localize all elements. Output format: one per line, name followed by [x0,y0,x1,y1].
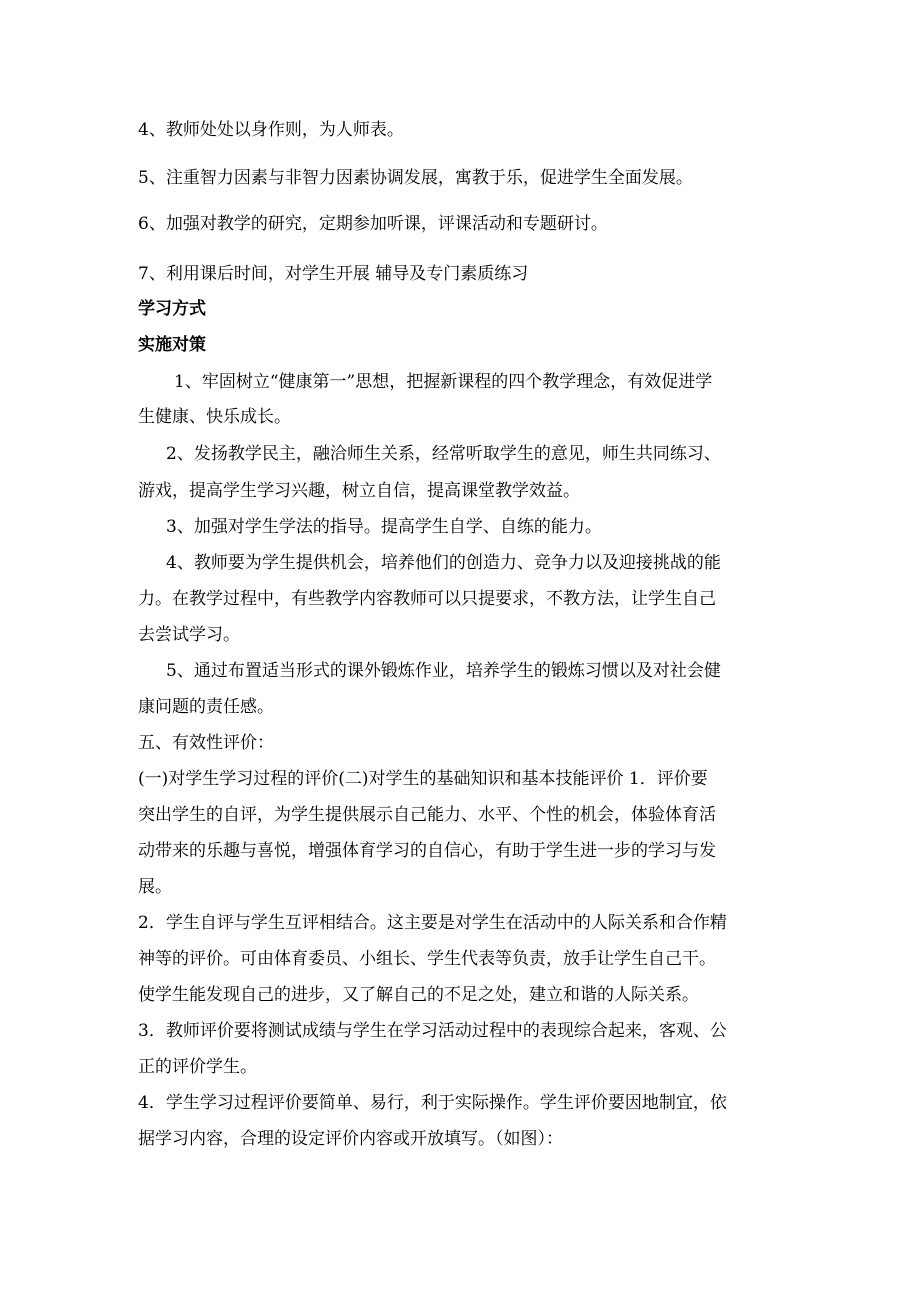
measure-1-line-1: 1、牢固树立“健康第一”思想，把握新课程的四个教学理念，有效促进学 [174,372,713,392]
heading-study-method: 学习方式 [138,299,206,319]
measure-4-line-2: 力。在教学过程中，有些教学内容教师可以只提要求，不教方法，让学生自己 [138,589,716,609]
evaluation-1-line-4: 展。 [138,877,172,897]
evaluation-2-line-1: 2．学生自评与学生互评相结合。这主要是对学生在活动中的人际关系和合作精 [138,913,727,933]
heading-measures: 实施对策 [138,335,206,355]
measure-5-line-2: 康问题的责任感。 [138,697,274,717]
evaluation-1-line-3: 动带来的乐趣与喜悦，增强体育学习的自信心，有助于学生进一步的学习与发 [138,841,716,861]
intro-item-4: 4、教师处处以身作则，为人师表。 [138,120,404,140]
evaluation-2-line-2: 神等的评价。可由体育委员、小组长、学生代表等负责，放手让学生自己干。 [138,949,716,969]
measure-2-line-1: 2、发扬教学民主，融洽师生关系，经常听取学生的意见，师生共同练习、 [166,444,721,464]
measure-3-line-1: 3、加强对学生学法的指导。提高学生自学、自练的能力。 [166,517,602,537]
evaluation-2-line-3: 使学生能发现自己的进步，又了解自己的不足之处，建立和谐的人际关系。 [138,985,699,1005]
section-five-title: 五、有效性评价： [138,733,274,753]
measure-5-line-1: 5、通过布置适当形式的课外锻炼作业，培养学生的锻炼习惯以及对社会健 [166,661,721,681]
measure-4-line-1: 4、教师要为学生提供机会，培养他们的创造力、竞争力以及迎接挑战的能 [166,553,721,573]
intro-item-7: 7、利用课后时间，对学生开展 辅导及专门素质练习 [138,264,529,284]
measure-4-line-3: 去尝试学习。 [138,625,240,645]
evaluation-1-line-2: 突出学生的自评，为学生提供展示自己能力、水平、个性的机会，体验体育活 [138,805,716,825]
evaluation-4-line-1: 4．学生学习过程评价要简单、易行，利于实际操作。学生评价要因地制宜，依 [138,1093,727,1113]
measure-1-line-2: 生健康、快乐成长。 [138,407,291,427]
evaluation-4-line-2: 据学习内容，合理的设定评价内容或开放填写。（如图）： [138,1129,563,1149]
evaluation-3-line-2: 正的评价学生。 [138,1057,257,1077]
measure-2-line-2: 游戏，提高学生学习兴趣，树立自信，提高课堂教学效益。 [138,481,580,501]
intro-item-6: 6、加强对教学的研究，定期参加听课，评课活动和专题研讨。 [138,214,608,234]
evaluation-3-line-1: 3．教师评价要将测试成绩与学生在学习活动过程中的表现综合起来，客观、公 [138,1021,727,1041]
evaluation-1-line-1: (一)对学生学习过程的评价(二)对学生的基础知识和基本技能评价 1．评价要 [138,769,708,789]
intro-item-5: 5、注重智力因素与非智力因素协调发展，寓教于乐，促进学生全面发展。 [138,168,693,188]
